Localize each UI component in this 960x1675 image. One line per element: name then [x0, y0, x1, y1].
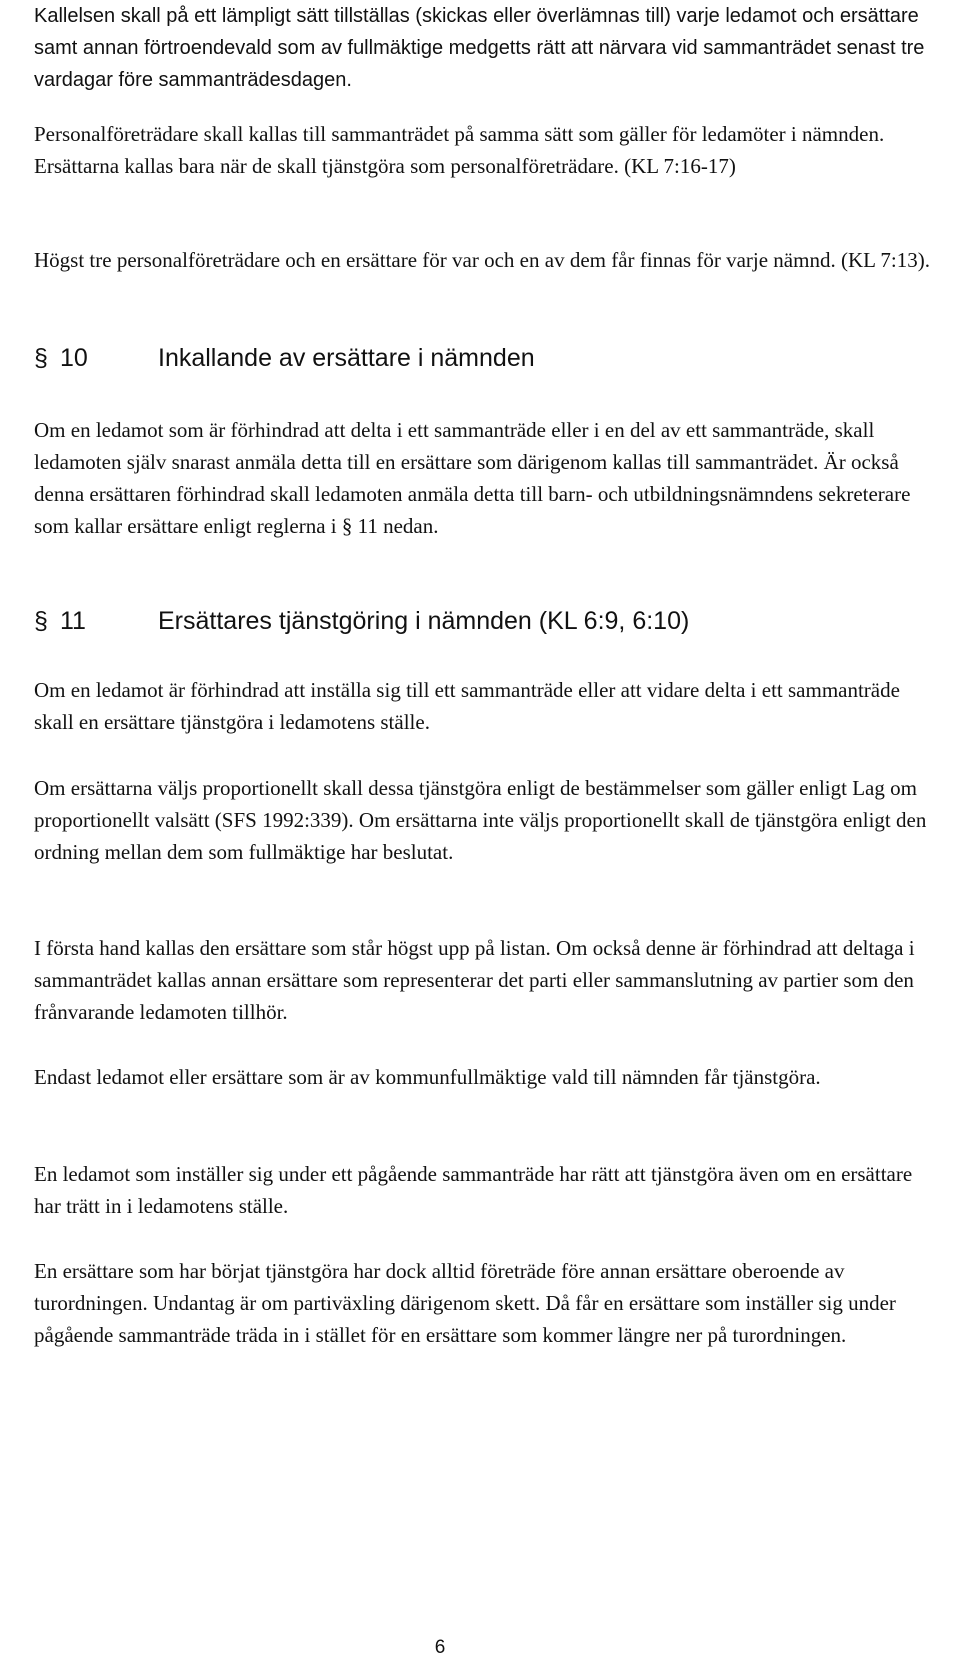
- section-number: 10: [60, 344, 88, 372]
- section-title: Ersättares tjänstgöring i nämnden (KL 6:9, 6:10): [158, 607, 690, 635]
- intro-paragraph-kallelse: Kallelsen skall på ett lämpligt sätt tillställas (skickas eller överlämnas till) varje ledamot och ersättare samt annan förtroendevald som av fullmäktige medgetts rätt att närvara vid sammanträdet senast tre vardagar före sammanträdesdagen.: [34, 5, 925, 91]
- section-11-heading: [34, 601, 934, 641]
- intro-paragraph-hogst-tre: Högst tre personalföreträdare och en ersättare för var och en av dem får finnas för varje nämnd. (KL 7:13).: [34, 248, 930, 272]
- intro-paragraph-personalforetradare: Personalföreträdare skall kallas till sammanträdet på samma sätt som gäller för ledamöter i nämnden. Ersättarna kallas bara när de skall tjänstgöra som personalföreträdare. (KL 7:16-17): [34, 122, 885, 178]
- section-10-paragraph: Om en ledamot som är förhindrad att delta i ett sammanträde eller i en del av ett sammanträde, skall ledamoten själv snarast anmäla detta till en ersättare som därigenom kallas till sammanträdet. Är också denna ersättaren förhindrad skall ledamoten anmäla detta till barn- och utbildningsnämndens sekreterare som kallar ersättare enligt reglerna i § 11 nedan.: [34, 418, 911, 538]
- section-sign: §: [34, 344, 48, 372]
- section-11-paragraph-3: I första hand kallas den ersättare som står högst upp på listan. Om också denne är förhindrad att deltaga i sammanträdet kallas annan ersättare som representerar det parti eller sammanslutning av partier som den frånvarande ledamoten tillhör.: [34, 936, 915, 1024]
- section-11-paragraph-5: En ledamot som inställer sig under ett pågående sammanträde har rätt att tjänstgöra även om en ersättare har trätt in i ledamotens ställe.: [34, 1162, 913, 1218]
- section-10-heading: [34, 338, 934, 378]
- section-11-paragraph-6: En ersättare som har börjat tjänstgöra har dock alltid företräde före annan ersättare oberoende av turordningen. Undantag är om partiväxling därigenom skett. Då får en ersättare som inställer sig under pågående sammanträde träda in i stället för en ersättare som kommer längre ner på turordningen.: [34, 1259, 896, 1347]
- section-title: Inkallande av ersättare i nämnden: [158, 344, 535, 372]
- section-11-paragraph-2: Om ersättarna väljs proportionellt skall dessa tjänstgöra enligt de bestämmelser som gäller enligt Lag om proportionellt valsätt (SFS 1992:339). Om ersättarna inte väljs proportionellt skall de tjänstgöra enligt den ordning mellan dem som fullmäktige har beslutat.: [34, 776, 927, 864]
- section-11-paragraph-4: Endast ledamot eller ersättare som är av kommunfullmäktige vald till nämnden får tjänstgöra.: [34, 1065, 821, 1089]
- page-number: 6: [434, 1637, 446, 1658]
- section-sign: §: [34, 607, 48, 635]
- section-number: 11: [60, 607, 86, 635]
- section-11-paragraph-1: Om en ledamot är förhindrad att inställa sig till ett sammanträde eller att vidare delta i ett sammanträde skall en ersättare tjänstgöra i ledamotens ställe.: [34, 678, 900, 734]
